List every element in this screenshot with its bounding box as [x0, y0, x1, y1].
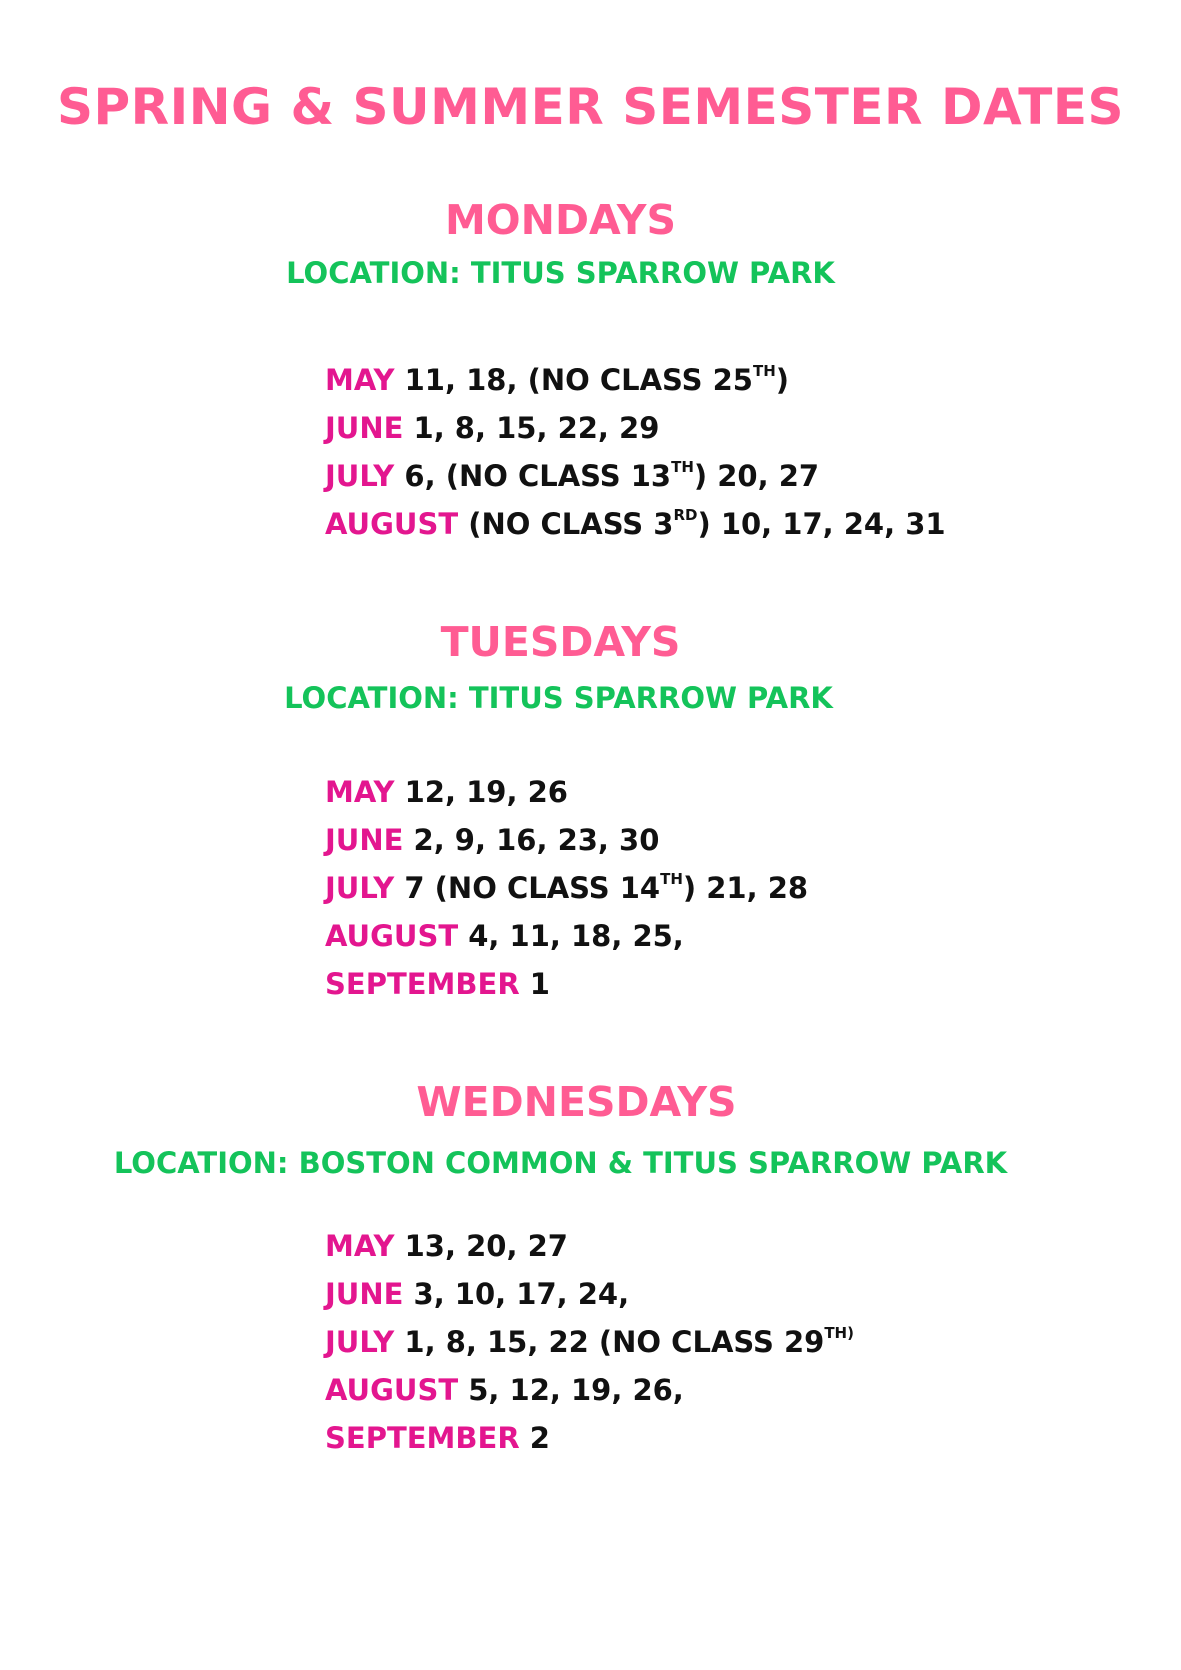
date-text: 12, 19, 26 [394, 775, 568, 809]
date-row [325, 1270, 854, 1318]
date-text: 1, 8, 15, 22, 29 [403, 411, 660, 445]
date-text: 4, 11, 18, 25, [458, 919, 684, 953]
month-label: JUNE [325, 1277, 404, 1311]
month-label: JULY [325, 1325, 395, 1359]
date-row [325, 864, 808, 912]
month-label: JULY [325, 459, 395, 493]
date-text: 11, 18, (NO CLASS 25 [394, 363, 753, 397]
month-label: MAY [325, 1229, 395, 1263]
date-text: (NO CLASS 3 [458, 507, 674, 541]
location-tuesdays: LOCATION: TITUS SPARROW PARK [284, 681, 833, 715]
month-label: MAY [325, 363, 395, 397]
section-heading-tuesdays: TUESDAYS [440, 618, 681, 666]
date-row [325, 452, 946, 500]
date-text: 5, 12, 19, 26, [458, 1373, 684, 1407]
ordinal-suffix: TH [752, 362, 776, 380]
month-label: AUGUST [325, 1373, 459, 1407]
date-row [325, 1318, 854, 1366]
ordinal-suffix: TH [660, 870, 683, 888]
date-row [325, 500, 946, 548]
date-text: 6, (NO CLASS 13 [394, 459, 672, 493]
location-wednesdays: LOCATION: BOSTON COMMON & TITUS SPARROW PARK [113, 1146, 1008, 1180]
date-text: 1, 8, 15, 22 (NO CLASS 29 [394, 1325, 825, 1359]
date-text: ) 20, 27 [693, 459, 820, 493]
date-text: 7 (NO CLASS 14 [394, 871, 661, 905]
month-label: SEPTEMBER [325, 1421, 520, 1455]
date-text: 1 [519, 967, 550, 1001]
page-title: SPRING & SUMMER SEMESTER DATES [56, 78, 1125, 136]
date-text: 2, 9, 16, 23, 30 [403, 823, 660, 857]
date-row [325, 960, 808, 1008]
date-row [325, 816, 808, 864]
date-row [325, 1414, 854, 1462]
location-mondays: LOCATION: TITUS SPARROW PARK [286, 256, 835, 290]
date-row [325, 404, 946, 452]
date-text: 3, 10, 17, 24, [403, 1277, 630, 1311]
date-list-wednesdays [325, 1222, 854, 1462]
month-label: AUGUST [325, 919, 459, 953]
date-row [325, 768, 808, 816]
date-row [325, 1366, 854, 1414]
month-label: AUGUST [325, 507, 459, 541]
date-text: ) 21, 28 [682, 871, 809, 905]
month-label: SEPTEMBER [325, 967, 520, 1001]
month-label: JUNE [325, 411, 404, 445]
month-label: JULY [325, 871, 395, 905]
ordinal-suffix: TH) [824, 1324, 854, 1342]
date-row [325, 1222, 854, 1270]
section-heading-wednesdays: WEDNESDAYS [416, 1078, 737, 1126]
date-text: 13, 20, 27 [394, 1229, 568, 1263]
date-text: ) [775, 363, 790, 397]
date-row [325, 356, 946, 404]
date-list-tuesdays [325, 768, 808, 1008]
ordinal-suffix: TH [671, 458, 694, 476]
month-label: MAY [325, 775, 395, 809]
date-text: ) 10, 17, 24, 31 [697, 507, 946, 541]
date-row [325, 912, 808, 960]
month-label: JUNE [325, 823, 404, 857]
ordinal-suffix: RD [673, 506, 698, 524]
date-list-mondays [325, 356, 946, 548]
section-heading-mondays: MONDAYS [444, 196, 677, 244]
date-text: 2 [519, 1421, 550, 1455]
